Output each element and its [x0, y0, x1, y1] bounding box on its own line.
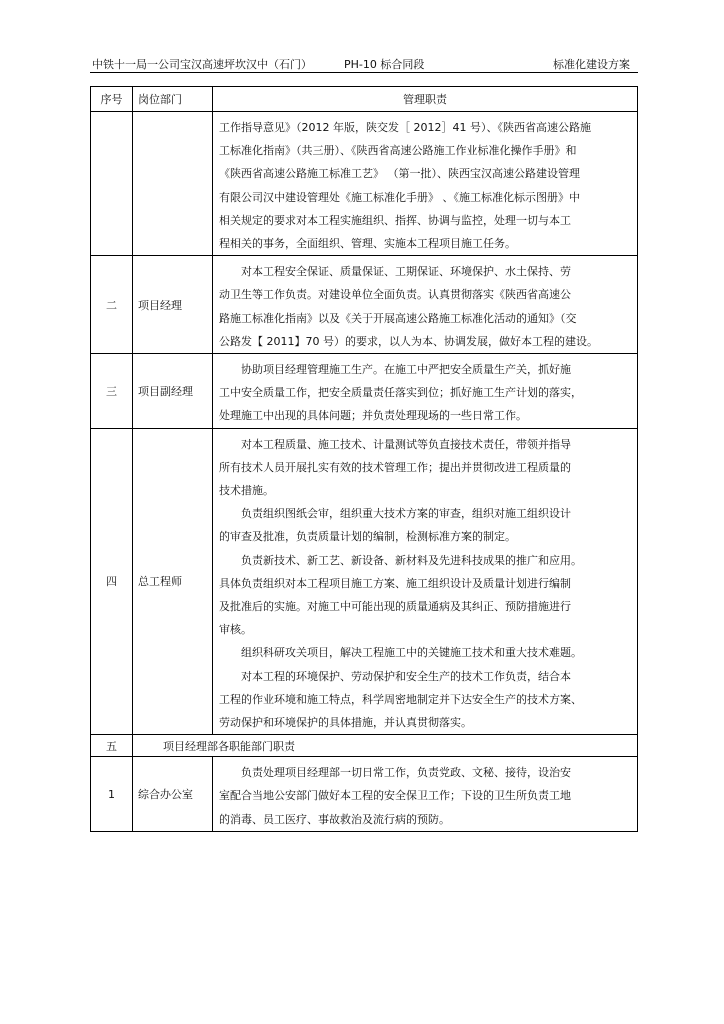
- department-rows: [91, 757, 638, 832]
- table-header-row: [91, 87, 638, 112]
- duty-text-line: 的审查及批准，负责质量计划的编制，检测标准方案的制定。: [219, 530, 516, 544]
- table-row: [91, 757, 638, 832]
- row-duties: [213, 354, 638, 429]
- row-duties: [213, 112, 638, 256]
- row-number: 三: [91, 354, 133, 429]
- header-contract-section: PH-10 标合同段: [344, 58, 425, 71]
- column-header-department: 岗位部门: [133, 87, 213, 112]
- header-document-title: 标准化建设方案: [553, 58, 630, 71]
- duty-text-line: 所有技术人员开展扎实有效的技术管理工作；提出并贯彻改进工程质量的: [219, 460, 571, 474]
- row-duties: [213, 256, 638, 354]
- row-department-cell: [133, 256, 213, 354]
- duty-text-line: 对本工程质量、施工技术、计量测试等负直接技术责任，带领并指导: [241, 437, 571, 451]
- duty-text-line: 技术措施。: [219, 484, 274, 498]
- row-number: 1: [91, 757, 133, 832]
- duty-text-line: 《陕西省高速公路施工标准工艺》 （第一批）、陕西宝汉高速公路建设管理: [219, 167, 580, 181]
- duty-text-line: 及批准后的实施。对施工中可能出现的质量通病及其纠正、预防措施进行: [219, 600, 571, 614]
- duty-text-line: 有限公司汉中建设管理处《施工标准化手册》 、《施工标准化标示图册》中: [219, 190, 580, 204]
- duty-text-line: 负责处理项目经理部一切日常工作，负责党政、文秘、接待，设治安: [241, 766, 571, 780]
- row-department-cell: [133, 112, 213, 256]
- row-department-cell: [133, 428, 213, 735]
- row-department-cell: [133, 354, 213, 429]
- duty-text-line: 程相关的事务，全面组织、管理、实施本工程项目施工任务。: [219, 237, 516, 251]
- duty-text-line: 工标准化指南》（共三册）、《陕西省高速公路施工作业标准化操作手册》和: [219, 144, 577, 158]
- duty-text-line: 协助项目经理管理施工生产。在施工中严把安全质量生产关，抓好施: [241, 363, 571, 377]
- row-number: [91, 112, 133, 256]
- row-number: 二: [91, 256, 133, 354]
- duty-text-line: 室配合当地公安部门做好本工程的安全保卫工作；下设的卫生所负责工地: [219, 789, 571, 803]
- duty-text-line: 负责新技术、新工艺、新设备、新材料及先进科技成果的推广和应用。: [241, 553, 582, 567]
- duty-text-line: 负责组织图纸会审，组织重大技术方案的审查，组织对施工组织设计: [241, 507, 571, 521]
- row-department: 总工程师: [138, 575, 182, 589]
- header-project-name: 中铁十一局一公司宝汉高速坪坎汉中（石门）: [92, 58, 312, 71]
- duty-text-line: 工中安全质量工作，把安全质量责任落实到位；抓好施工生产计划的落实，: [219, 386, 582, 400]
- section-number: 五: [91, 735, 133, 757]
- duties-table: [90, 86, 638, 832]
- row-department: 项目副经理: [138, 384, 193, 398]
- section-title: 项目经理部各职能部门职责: [133, 735, 638, 757]
- row-duties: [213, 428, 638, 735]
- row-duties: [213, 757, 638, 832]
- row-department: [133, 177, 138, 190]
- duty-text-line: 公路发【 2011】70 号）的要求，以人为本、协调发展，做好本工程的建设。: [219, 334, 598, 348]
- column-header-number: 序号: [91, 87, 133, 112]
- duty-text-line: 工作指导意见》（2012 年版，陕交发［ 2012］41 号）、《陕西省高速公路施: [219, 121, 591, 134]
- duty-text-line: 工程的作业环境和施工特点，科学周密地制定并下达安全生产的技术方案、: [219, 692, 582, 706]
- table-row: [91, 112, 638, 256]
- row-department: 综合办公室: [138, 788, 193, 802]
- row-department-cell: [133, 757, 213, 832]
- duty-text-line: 对本工程安全保证、质量保证、工期保证、环境保护、水土保持、劳: [241, 265, 571, 279]
- duty-text-line: 对本工程的环境保护、劳动保护和安全生产的技术工作负责，结合本: [241, 669, 571, 683]
- duty-text-line: 路施工标准化指南》以及《关于开展高速公路施工标准化活动的通知》（交: [219, 311, 577, 325]
- duty-text-line: 的消毒、员工医疗、事故救治及流行病的预防。: [219, 812, 450, 826]
- duty-text-line: 动卫生等工作负责。对建设单位全面负责。认真贯彻落实《陕西省高速公: [219, 288, 571, 302]
- column-header-duties: 管理职责: [213, 87, 638, 112]
- duty-text-line: 具体负责组织对本工程项目施工方案、施工组织设计及质量计划进行编制: [219, 576, 571, 590]
- table-row: [91, 256, 638, 354]
- duty-rows: [91, 112, 638, 735]
- table-row: [91, 354, 638, 429]
- duty-text-line: 处理施工中出现的具体问题；并负责处理现场的一些日常工作。: [219, 409, 527, 423]
- duty-text-line: 相关规定的要求对本工程实施组织、指挥、协调与监控，处理一切与本工: [219, 213, 571, 227]
- duty-text-line: 组织科研攻关项目，解决工程施工中的关键施工技术和重大技术难题。: [241, 646, 582, 660]
- row-number: 四: [91, 428, 133, 735]
- duty-text-line: 审核。: [219, 623, 252, 637]
- header-divider: [90, 72, 638, 73]
- table-row: [91, 428, 638, 735]
- duty-text-line: 劳动保护和环境保护的具体措施，并认真贯彻落实。: [219, 716, 472, 730]
- row-department: 项目经理: [138, 298, 182, 312]
- section-row: [91, 735, 638, 757]
